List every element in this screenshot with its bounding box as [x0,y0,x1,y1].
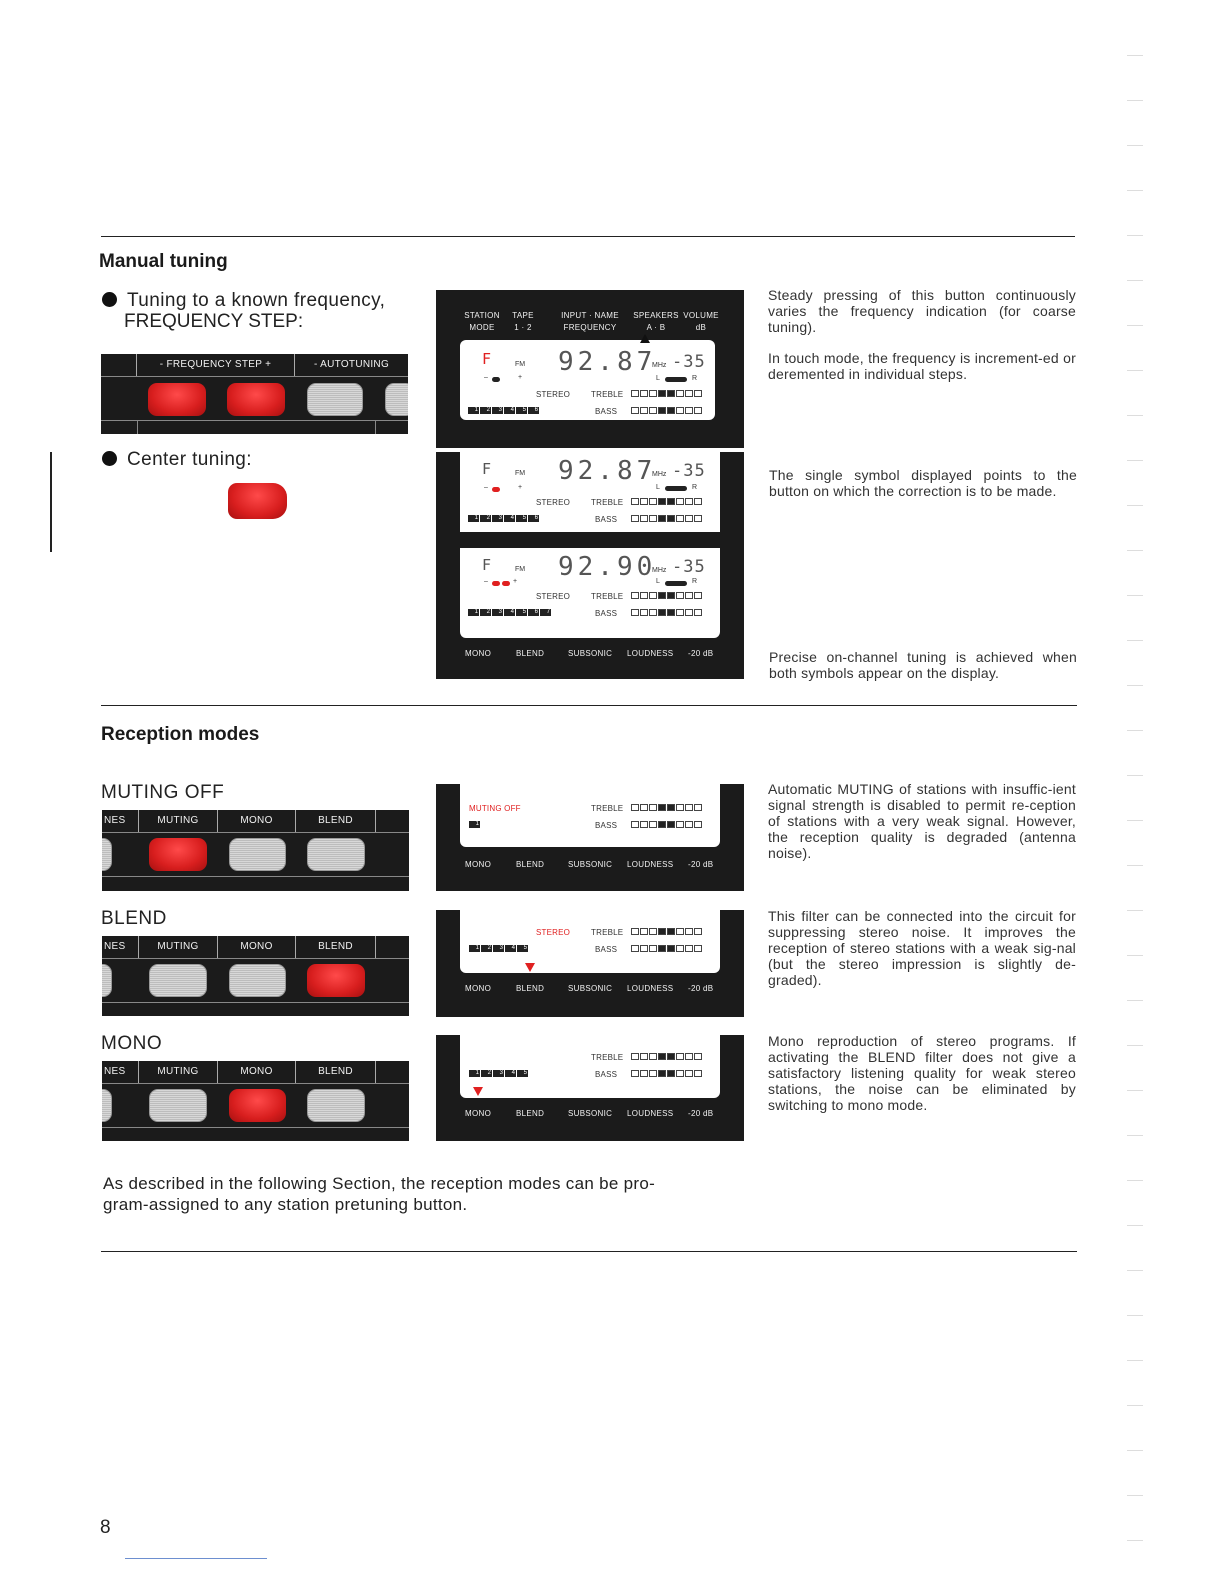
revision-bar [50,452,52,552]
fm-label: FM [515,566,526,573]
treble-meter [631,390,702,397]
treble-meter [631,592,702,599]
blend-pointer-icon [525,963,535,972]
mono-strip [102,1061,409,1141]
footer-subsonic: SUBSONIC [568,860,613,869]
bullet-text: Center tuning: [127,449,252,470]
bass-meter [631,945,702,952]
station-indicators: 1 2 3 4 5 6 7 [468,609,551,616]
bullet-text-2: FREQUENCY STEP: [124,311,304,332]
footer-minus-20db: -20 dB [688,860,714,869]
footer-minus-20db: -20 dB [688,649,714,658]
tuning-down-indicator [492,487,500,492]
mode-title-mono: MONO [101,1033,163,1054]
footer-blend: BLEND [516,1109,545,1118]
header-station: STATION MODE [464,311,500,332]
f-symbol: F [482,460,492,478]
treble-meter [631,928,702,935]
stereo-label: STEREO [536,928,571,937]
volume-readout: -35 [672,557,706,577]
manual-tuning-heading: Manual tuning [99,251,228,272]
bullet-text: Tuning to a known frequency, [127,290,386,311]
treble-label: TREBLE [591,1053,624,1062]
mono-pointer-icon [473,1087,483,1096]
strip-label-nes: NES [102,810,139,832]
bottom-rule [101,1251,1077,1252]
bass-label: BASS [595,609,618,618]
header-volume: VOLUME dB [683,311,719,332]
treble-meter [631,498,702,505]
bass-label: BASS [595,515,618,524]
frequency-readout: 92.87 [558,456,657,486]
strip-label-mono: MONO [218,810,296,832]
strip-label-autotuning: - AUTOTUNING [313,359,390,370]
bass-label: BASS [595,1070,618,1079]
balance-indicator [665,581,687,586]
blend-button[interactable] [307,964,365,997]
station-indicators: 1 2 3 4 5 6 [468,515,539,522]
muting-off-label: MUTING OFF [469,804,521,813]
volume-readout: -35 [672,461,706,481]
closing-line-1: As described in the following Section, the reception modes can be pro- [103,1174,656,1193]
bass-meter [631,515,702,522]
strip-label-nes: NES [102,936,139,958]
footer-loudness: LOUDNESS [627,860,674,869]
footer-mono: MONO [465,860,492,869]
stereo-label: STEREO [536,390,571,399]
lcd-screen [460,784,720,847]
bottom-accent-line [125,1558,267,1559]
stereo-label: STEREO [536,498,571,507]
bass-meter [631,407,702,414]
mono-button[interactable] [229,964,286,997]
muting-button[interactable] [149,1089,207,1122]
strip-label-mono: MONO [218,936,296,958]
footer-blend: BLEND [516,984,545,993]
mode-title-blend: BLEND [101,908,167,929]
blend-button[interactable] [307,838,365,871]
mode-title-muting-off: MUTING OFF [101,782,225,803]
bass-meter [631,609,702,616]
desc-precise-tuning: Precise on-channel tuning is achieved when both symbols appear on the display. [769,649,1077,681]
center-tuning-button[interactable] [228,483,287,519]
footer-subsonic: SUBSONIC [568,1109,613,1118]
strip-label-muting: MUTING [139,936,218,958]
autotuning-up-button[interactable] [385,383,408,416]
blend-display [436,910,744,1017]
lcd-screen-3: F FM – + 92.90 MHz -35 L R STEREO TREBLE 1 2 3 4 5 6 7 BASS [460,548,720,638]
station-indicators: 1 2 3 4 5 [469,1070,528,1077]
footer-subsonic: SUBSONIC [568,649,613,658]
fm-label: FM [515,470,526,477]
header-speakers: SPEAKERS A · B [633,311,679,332]
tuning-up-indicator [502,581,510,586]
fm-label: FM [515,361,526,368]
tuning-down-indicator [492,377,500,382]
footer-loudness: LOUDNESS [627,1109,674,1118]
frequency-up-button[interactable] [227,383,285,416]
footer-minus-20db: -20 dB [688,1109,714,1118]
bass-label: BASS [595,407,618,416]
stereo-label: STEREO [536,592,571,601]
desc-muting-off: Automatic MUTING of stations with insuffic-ient signal strength is disabled to permit re-ception of stations with a very weak signal. However, the reception quality is degraded (antenna noise). [768,781,1076,861]
station-indicators: 1 2 3 4 5 6 [468,407,539,414]
bass-label: BASS [595,821,618,830]
header-tape: TAPE 1 · 2 [512,311,534,332]
f-symbol: F [482,350,492,368]
strip-label-frequency-step: - FREQUENCY STEP + [137,354,295,376]
treble-meter [631,1053,702,1060]
strip-label-blend: BLEND [296,810,376,832]
strip-label-mono: MONO [218,1061,296,1083]
pointer-up-icon [640,334,650,343]
blend-button[interactable] [307,1089,365,1122]
page-number: 8 [100,1517,111,1538]
header-input: INPUT · NAME FREQUENCY [561,311,619,332]
balance-indicator [665,377,687,382]
lcd-screen [460,1035,720,1098]
muting-button[interactable] [149,964,207,997]
tuning-display-panel-3 [436,548,744,679]
strip-label-blend: BLEND [296,1061,376,1083]
tuning-display-panel-2 [436,448,744,533]
strip-label-nes: NES [102,1061,139,1083]
treble-label: TREBLE [591,928,624,937]
closing-line-2: gram-assigned to any station pretuning button. [103,1195,468,1214]
tuning-down-indicator [492,581,500,586]
desc-blend: This filter can be connected into the circuit for suppressing stereo noise. It improves the reception of stereo stations with a weak sig-nal (but the stereo impression is slightly de-graded). [768,908,1076,988]
mhz-label: MHz [652,567,667,574]
bass-meter [631,821,702,828]
desc-single-symbol: The single symbol displayed points to the button on which the correction is to be made. [769,467,1077,499]
treble-label: TREBLE [591,498,624,507]
blend-strip [102,936,409,1016]
frequency-step-strip [101,354,408,434]
footer-mono: MONO [465,1109,492,1118]
footer-minus-20db: -20 dB [688,984,714,993]
footer-blend: BLEND [516,860,545,869]
footer-loudness: LOUDNESS [627,649,674,658]
muting-off-display [436,784,744,891]
treble-label: TREBLE [591,390,624,399]
balance-indicator [665,486,687,491]
station-indicators: 1 2 3 4 5 [469,945,528,952]
frequency-readout: 92.87 [558,347,657,377]
muting-button[interactable] [149,838,207,871]
footer-mono: MONO [465,649,492,658]
mono-display [436,1035,744,1141]
footer-blend: BLEND [516,649,545,658]
desc-touch-mode: In touch mode, the frequency is increment-ed or deremented in individual steps. [768,350,1076,382]
desc-mono: Mono reproduction of stereo programs. If activating the BLEND filter does not give a satisfactory listening quality for weak stereo stations, the noise can be eliminated by switching to mono mode. [768,1033,1076,1113]
frequency-down-button[interactable] [148,383,206,416]
top-rule [101,236,1075,237]
treble-label: TREBLE [591,804,624,813]
bullet-dot [102,451,117,466]
mhz-label: MHz [652,471,667,478]
station-indicators: 1 [469,821,480,828]
mono-button[interactable] [229,838,286,871]
bass-label: BASS [595,945,618,954]
bullet-known-frequency [102,290,410,332]
lcd-screen-2: F FM – + 92.87 MHz -35 L R STEREO TREBLE 1 2 3 4 5 6 BASS [460,452,720,532]
closing-paragraph [103,1173,763,1215]
strip-label-blank [101,354,137,376]
middle-rule [101,705,1077,706]
footer-subsonic: SUBSONIC [568,984,613,993]
strip-label-blend: BLEND [296,936,376,958]
footer-mono: MONO [465,984,492,993]
mono-button[interactable] [229,1089,286,1122]
treble-label: TREBLE [591,592,624,601]
frequency-readout: 92.90 [558,552,657,582]
autotuning-down-button[interactable] [307,383,363,416]
lcd-screen [460,910,720,973]
treble-meter [631,804,702,811]
desc-steady-pressing: Steady pressing of this button continuously varies the frequency indication (for coarse tuning). [768,287,1076,335]
reception-modes-heading: Reception modes [101,724,260,745]
volume-readout: -35 [672,352,706,372]
mhz-label: MHz [652,362,667,369]
f-symbol: F [482,556,492,574]
footer-loudness: LOUDNESS [627,984,674,993]
bullet-center-tuning [102,449,252,470]
strip-label-muting: MUTING [139,810,218,832]
muting-off-strip [102,810,409,891]
bullet-dot [102,292,117,307]
lcd-screen-1: F FM – + 92.87 MHz -35 L R STEREO TREBLE 1 2 3 4 5 6 BASS [460,340,715,420]
strip-label-muting: MUTING [139,1061,218,1083]
bass-meter [631,1070,702,1077]
